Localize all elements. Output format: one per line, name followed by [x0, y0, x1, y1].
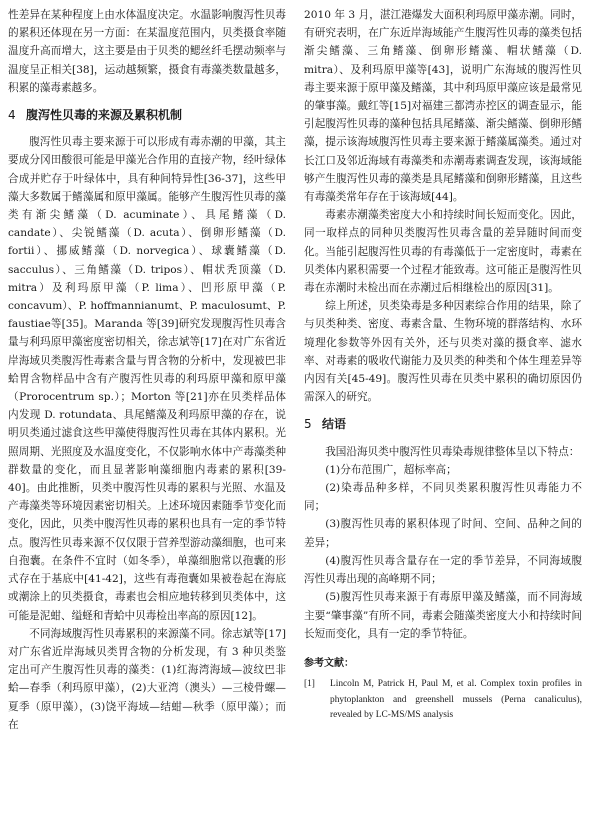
section-5-number: 5: [304, 417, 312, 432]
intro-paragraph: 性差异在某种程度上由水体温度决定。水温影响腹泻性贝毒的累积还体现在另一方面：在某温度范围内，贝类摄食率随温度升高而增大，这主要是由于贝类的鳃丝纤毛摆动频率与温度呈正相关[38]，运动越频繁，摄食有毒藻类数量越多，积累的藻毒素越多。: [8, 9, 286, 94]
section-4-paragraph-1: 腹泻性贝毒主要来源于可以形成有毒赤潮的甲藻，其主要成分冈田酸很可能是甲藻光合作用的直接产物，经叶绿体合成并贮存于叶绿体中，具有种间特异性[36-37]，这些甲藻大多数属于鳍藻属和原甲藻属。能够产生腹泻性贝毒的藻类有渐尖鳍藻（D. acuminate）、具尾鳍藻（D. candate）、尖锐鳍藻（D. acuta）、倒卵形鳍藻（D. fortii）、挪威鳍藻（D. norvegica）、球囊鳍藻（D. sacculus）、三角鳍藻（D. tripos）、帽状秃顶藻（D. mitra）及利玛原甲藻（P. lima）、凹形原甲藻（P. concavum）、P. hoffmannianumt、P. maculosumt、P. faustiae等[35]。Maranda 等[39]研究发现腹泻性贝毒含量与利玛原甲藻密度密切相关，徐志斌等[17]在对广东省近岸海域贝类腹泻性毒素含量与胃含物的分析中，发现被巴非蛤胃含物样品中含有产腹泻性贝毒的利玛原甲藻和原甲藻（Prorocentrum sp.）；Morton 等[21]亦在贝类样品体内发现 D. rotundata、具尾鳍藻及利玛原甲藻的存在，说明贝类通过滤食这些甲藻使得腹泻性贝毒在其体内累积。光照周期、光照度及水温度变化，不仅影响水体中产毒藻类种群数量的变化，而且显著影响藻细胞内毒素的累积[39-40]。由此推断，贝类中腹泻性贝毒的累积与光照、水温及产毒藻类等环境因素密切相关。上述环境因素随季节变化而变化，因此，贝类中腹泻性贝毒的累积也具有一定的季节特点。腹泻性贝毒来源不仅仅限于营养型游动藻细胞，也可来自孢囊。在条件不宜时（如冬季），单藻细胞常以孢囊的形式存在于基底中[41-42]，这些有毒孢囊如果被卷起在海底或潮涂上的贝类摄食，毒素也会相应地转移到贝类体中，这可能是泥蚶、缢蛏和青蛤中贝毒检出率高的原因[12]。: [8, 136, 286, 622]
conclusion-item-3: (3)腹泻性贝毒的累积体现了时间、空间、品种之间的差异；: [304, 518, 582, 549]
conclusion-intro: 我国沿海贝类中腹泻性贝毒染毒规律整体呈以下特点：: [325, 445, 580, 458]
references-title: 参考文献：: [304, 657, 354, 669]
reference-number: [1]: [304, 679, 315, 690]
reference-item: [304, 677, 582, 724]
continued-paragraph: 2010 年 3 月，湛江港爆发大面积利玛原甲藻赤潮。同时，有研究表明，在广东近岸海域能产生腹泻性贝毒的藻类包括渐尖鳍藻、三角鳍藻、倒卵形鳍藻、帽状鳍藻（D. mitra）、及利玛原甲藻等[43]，说明广东海域的腹泻性贝毒主要来源于原甲藻及鳍藻，其中利玛原甲藻应该是最常见的肇事藻。戴红等[15]对福建三都湾赤控区的调查显示，能引起腹泻性贝毒的藻种包括具尾鳍藻、渐尖鳍藻、倒卵形鳍藻，提示该海域腹泻性贝毒主要来源于鳍藻属藻类。通过对长江口及邻近海域有毒藻类和赤潮毒素调查发现，该海域能够产生腹泻性贝毒的藻类是具尾鳍藻和倒卵形鳍藻，且这些有毒藻类常年存在于该海域[44]。: [304, 9, 582, 204]
conclusion-item-5: (5)腹泻性贝毒来源于有毒原甲藻及鳍藻，而不同海域主要“肇事藻”有所不同，毒素会随藻类密度大小和持续时间长短而变化，具有一定的季节特征。: [304, 591, 582, 640]
section-4-number: 4: [8, 108, 16, 123]
left-column: [8, 6, 286, 734]
section-4-paragraph-2: 不同海域腹泻性贝毒累积的来源藻不同。徐志斌等[17]对广东省近岸海域贝类胃含物的分析发现，有 3 种贝类鉴定出可产生腹泻性贝毒的藻类：(1)红海湾海域—波纹巴非蛤—春季（利玛原甲藻），(2)大亚湾（澳头）—三棱骨螺—夏季（原甲藻），(3)饶平海域—结蚶—秋季（原甲藻）；而在: [8, 627, 286, 731]
right-column: [304, 6, 582, 724]
section-4-heading: [8, 106, 286, 124]
section-4-title: 腹泻性贝毒的来源及累积机制: [26, 108, 183, 123]
reference-text: Lincoln M, Patrick H, Paul M, et al. Complex toxin profiles in phytoplankton and greenshell mussels (Perna canaliculus), revealed by LC-MS/MS analysis: [330, 679, 582, 721]
section-5-heading: [304, 415, 582, 433]
conclusion-item-1: (1)分布范围广，超标率高；: [325, 463, 457, 476]
conclusion-item-4: (4)腹泻性贝毒含量存在一定的季节差异，不同海域腹泻性贝毒出现的高峰期不同；: [304, 554, 582, 586]
conclusion-item-2: (2)染毒品种多样，不同贝类累积腹泻性贝毒能力不同；: [304, 482, 582, 513]
density-paragraph: 毒素赤潮藻类密度大小和持续时间长短而变化。因此，同一取样点的同种贝类腹泻性贝毒含量的差异随时间而变化。当能引起腹泻性贝毒的有毒藻低于一定密度时，毒素在贝类体内累积需要一个过程才能致毒。这可能正是腹泻性贝毒在赤潮时未检出而在赤潮过后相继检出的原因[31]。: [304, 209, 582, 295]
section-5-title: 结语: [322, 417, 347, 432]
summary-paragraph: 综上所述，贝类染毒是多种因素综合作用的结果，除了与贝类种类、密度、毒素含量、生物环境的群落结构、水环境理化参数等外因有关外，还与贝类对藻的摄食率、滤水率、对毒素的吸收代谢能力及贝类的种类和个体生理差异等内因有关[45-49]。腹泻性贝毒在贝类中累积的确切原因仍需深入的研究。: [304, 300, 582, 404]
